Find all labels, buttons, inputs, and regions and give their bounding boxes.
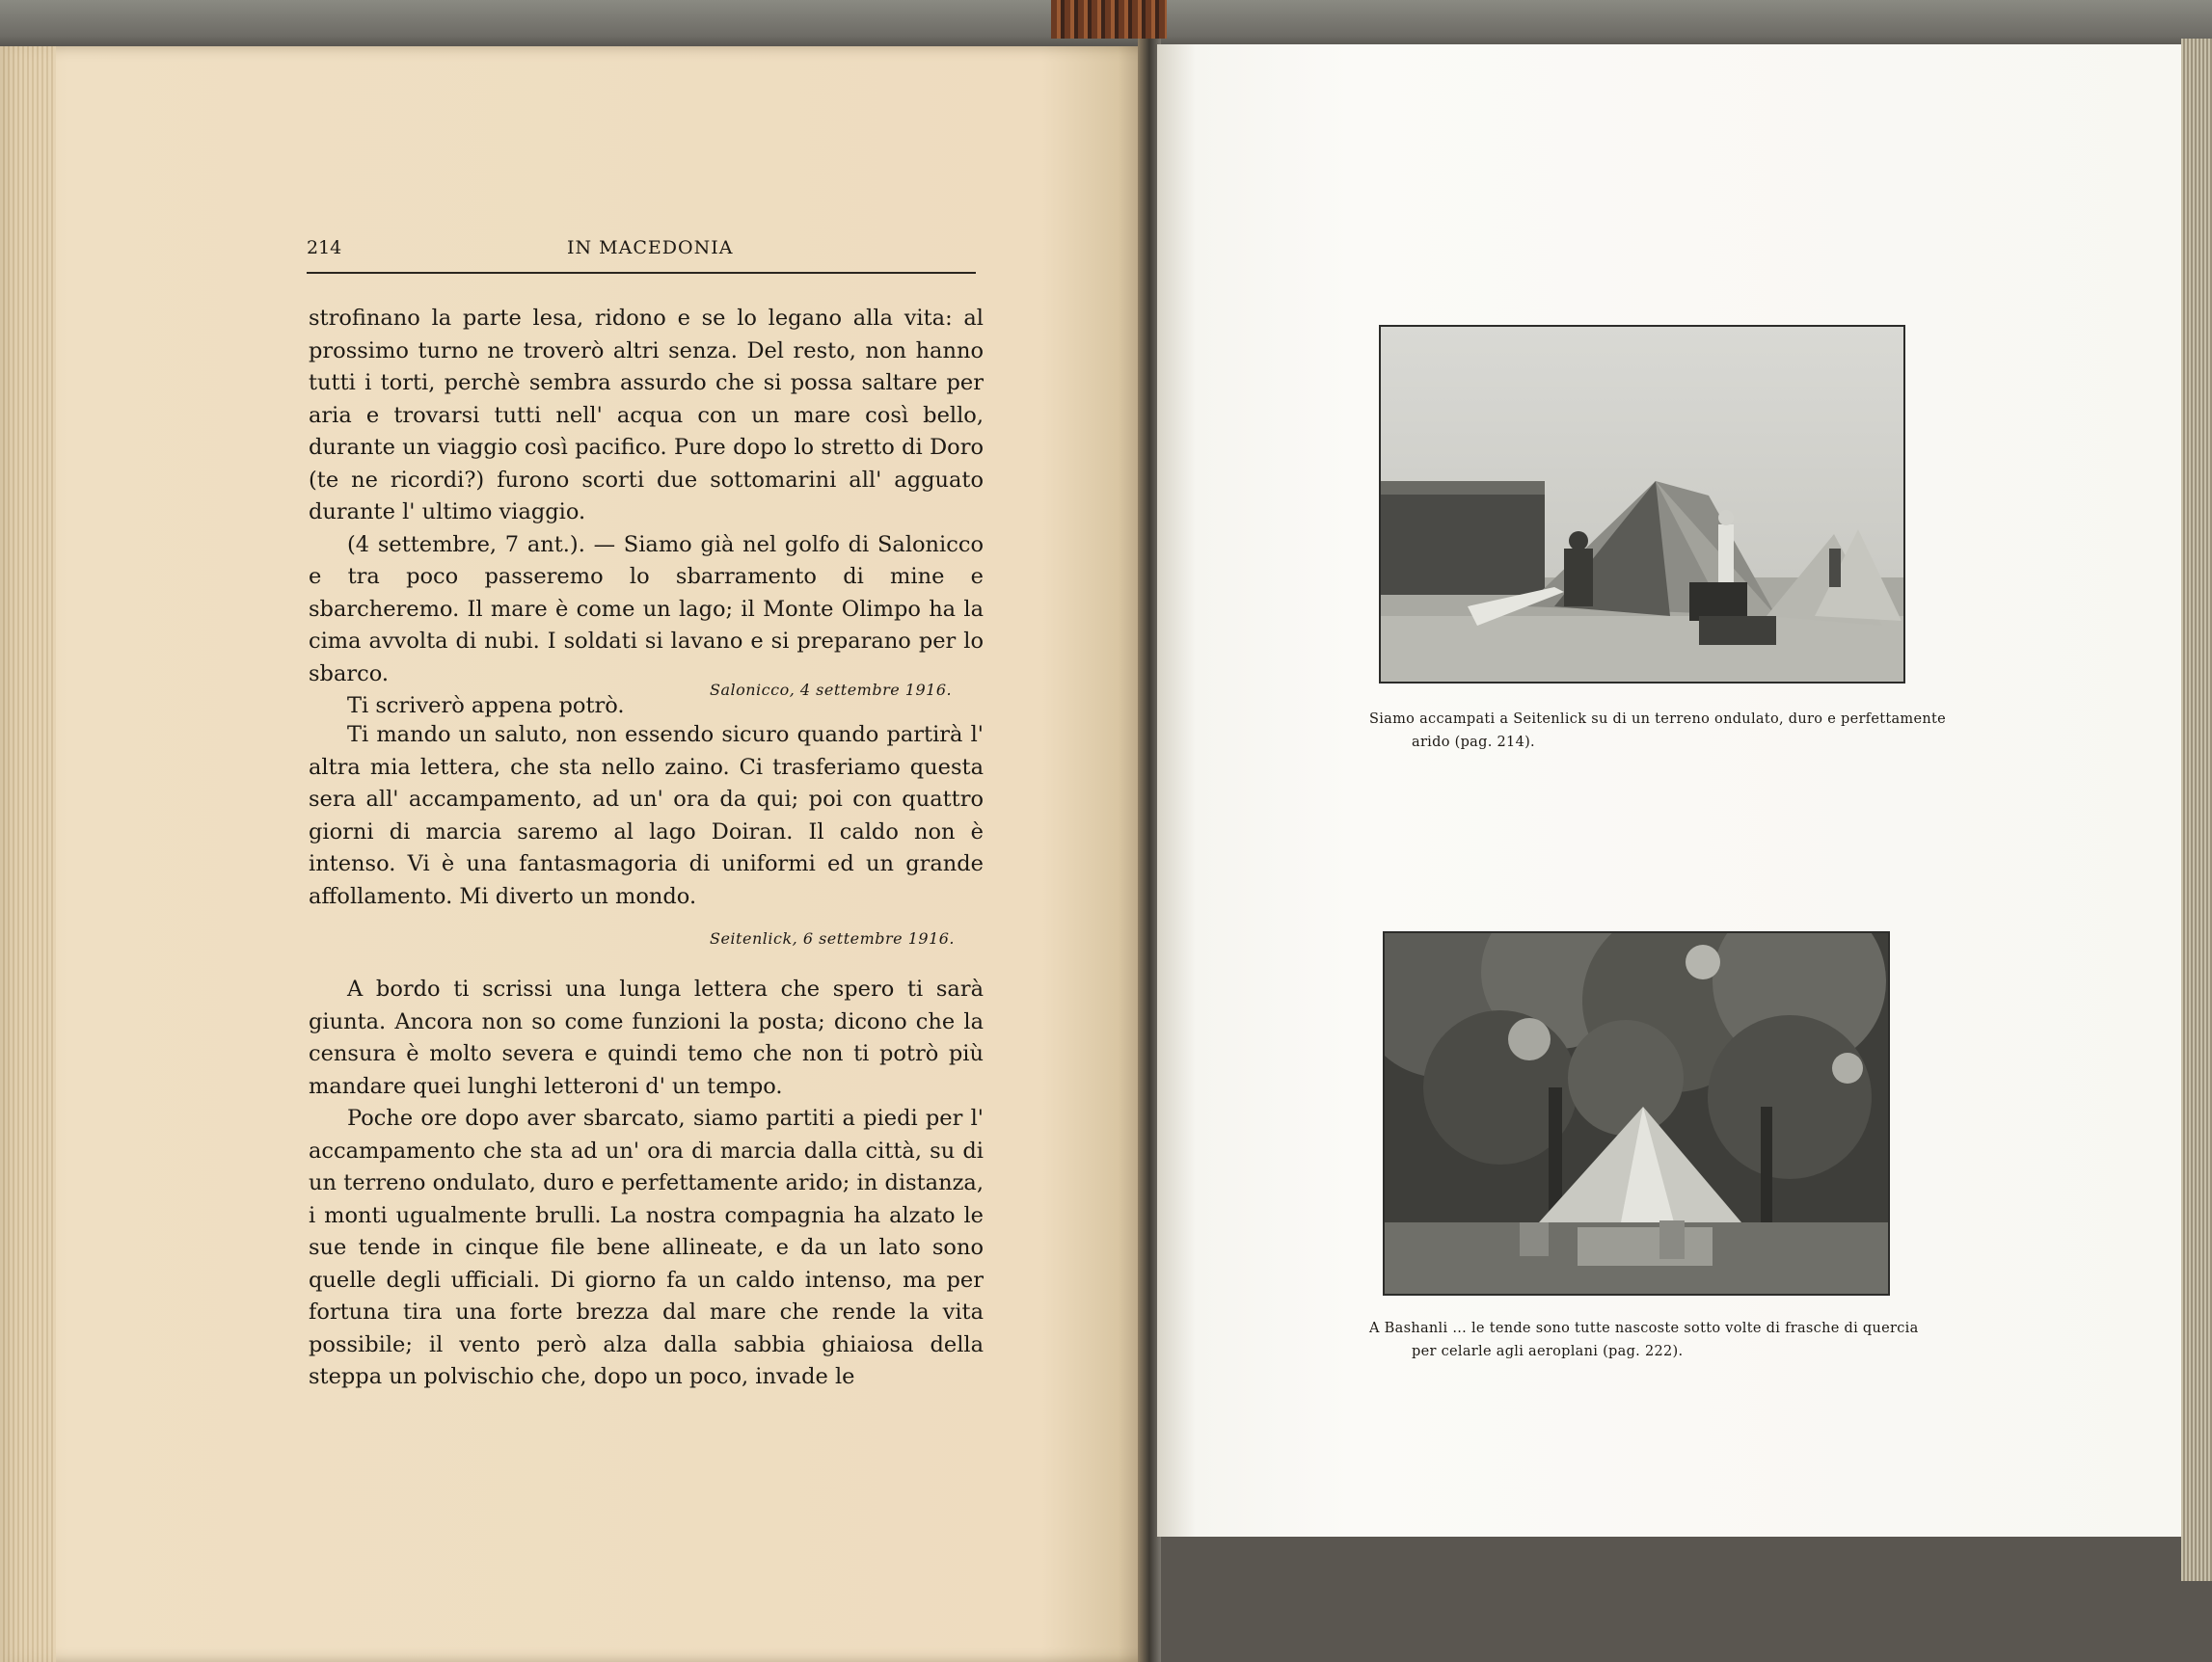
caption-photo-1	[1369, 708, 1948, 754]
running-title: IN MACEDONIA	[567, 237, 734, 258]
dateline-salonicco: Salonicco, 4 settembre 1916.	[710, 681, 953, 699]
paragraph: Ti mando un saluto, non essendo sicuro quando partirà l' altra mia lettera, che sta nello zaino. Ci trasferiamo questa sera all' accampamento, ad un' ora da qui; poi con quattro giorni di marcia saremo al lago Doiran. Il caldo non è intenso. Vi è una fantasmagoria di uniformi ed un grande affollamento. Mi diverto un mondo.	[309, 722, 984, 909]
paragraph: strofinano la parte lesa, ridono e se lo legano alla vita: al prossimo turno ne troverò altri senza. Del resto, non hanno tutti i torti, perchè sembra assurdo che si possa saltare per aria e trovarsi tutti nell' acqua con un mare così bello, durante un viaggio così pacifico. Pure dopo lo stretto di Doro (te ne ricordi?) furono scorti due sottomarini all' agguato durante l' ultimo viaggio.	[309, 306, 984, 524]
caption-photo-2	[1369, 1317, 1948, 1363]
photo-camp-tents	[1379, 325, 1905, 684]
right-page	[1157, 44, 2191, 1537]
paragraph: Poche ore dopo aver sbarcato, siamo partiti a piedi per l' accampamento che sta ad un' ora di marcia dalla città, su di un terreno ondulato, duro e perfettamente arido; in distanza, i monti ugualmente brulli. La nostra compagnia ha alzato le sue tende in cinque file bene allineate, e da un lato sono quelle degli ufficiali. Di giorno fa un caldo intenso, ma per fortuna tira una forte brezza dal mare che rende la vita possibile; il vento però alza dalla sabbia ghiaiosa della steppa un polvischio che, dopo un poco, invade le	[309, 1106, 984, 1389]
paragraph: (4 settembre, 7 ant.). — Siamo già nel golfo di Salonicco e tra poco passeremo lo sbarramento di mine e sbarcheremo. Il mare è come un lago; il Monte Olimpo ha la cima avvolta di nubi. I soldati si lavano e si preparano per lo sbarco.	[309, 531, 984, 686]
dateline-seitenlick: Seitenlick, 6 settembre 1916.	[710, 929, 956, 948]
paragraph: A bordo ti scrissi una lunga lettera che spero ti sarà giunta. Ancora non so come funzioni la posta; dicono che la censura è molto severa e quindi temo che non ti potrò più mandare quei lunghi letteroni d' un tempo.	[309, 977, 984, 1099]
caption-line: arido (pag. 214).	[1412, 735, 1535, 750]
right-page-edge-stack	[2181, 39, 2212, 1581]
page-number: 214	[307, 237, 342, 258]
paragraph: Ti scriverò appena potrò.	[347, 693, 625, 718]
text-block-3	[309, 974, 984, 1394]
text-block-1	[309, 303, 984, 723]
page-edge-stack	[0, 46, 56, 1662]
caption-line: per celarle agli aeroplani (pag. 222).	[1412, 1344, 1684, 1359]
text-block-2	[309, 719, 984, 913]
binding-headband	[1051, 0, 1167, 39]
header-rule	[307, 272, 976, 274]
caption-line: A Bashanli ... le tende sono tutte nascoste sotto volte di frasche di quercia	[1369, 1321, 1919, 1336]
caption-line: Siamo accampati a Seitenlick su di un terreno ondulato, duro e perfettamente	[1369, 711, 1947, 727]
photo-tent-under-oaks	[1383, 931, 1890, 1296]
